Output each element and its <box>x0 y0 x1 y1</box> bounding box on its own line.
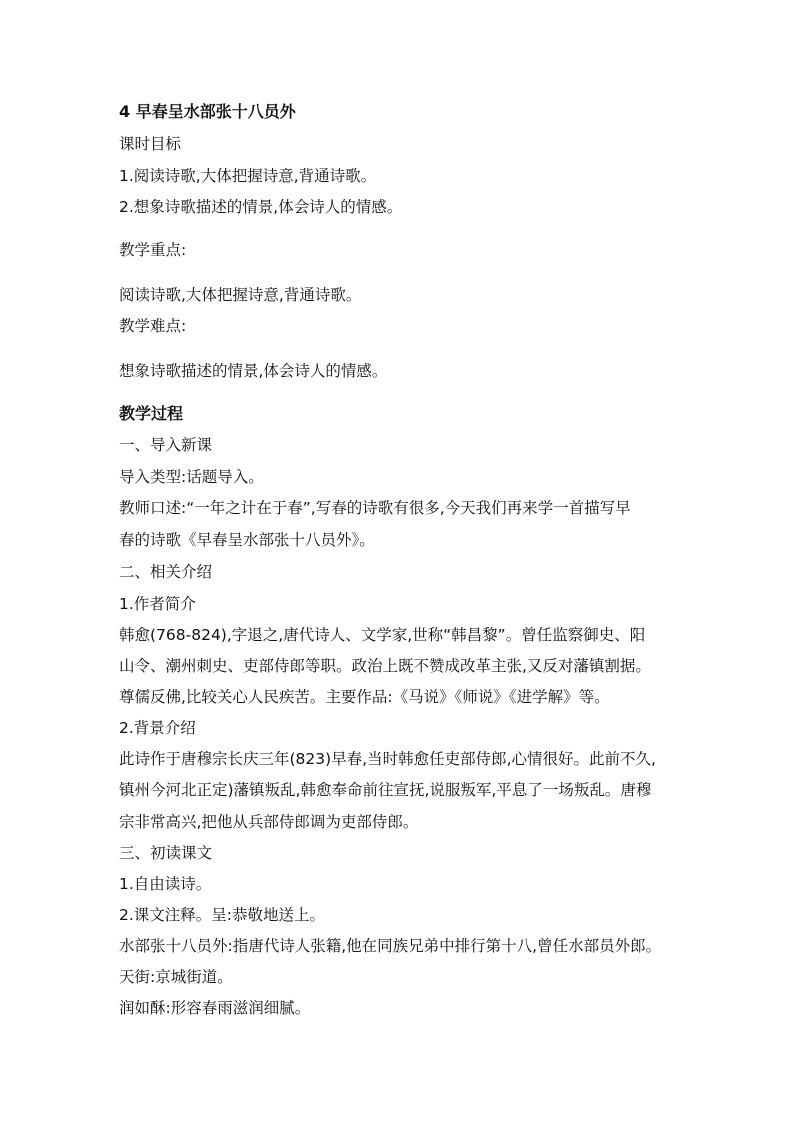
annotation-line-3: 润如酥:形容春雨滋润细腻。 <box>119 999 311 1017</box>
background-paragraph-line-1: 此诗作于唐穆宗长庆三年(823)早春,当时韩愈任吏部侍郎,心情很好。此前不久, <box>119 750 656 768</box>
annotation-line-1: 水部张十八员外:指唐代诗人张籍,他在同族兄弟中排行第十八,曾任水部员外郎。 <box>119 937 662 955</box>
intro-type: 导入类型:话题导入。 <box>119 468 264 486</box>
key-points-heading: 教学重点: <box>119 241 187 259</box>
author-paragraph-line-3: 尊儒反佛,比较关心人民疾苦。主要作品:《马说》《师说》《进学解》等。 <box>119 688 610 706</box>
key-points-text: 阅读诗歌,大体把握诗意,背通诗歌。 <box>119 286 362 304</box>
background-paragraph-line-3: 宗非常高兴,把他从兵部侍郎调为吏部侍郎。 <box>119 813 419 831</box>
author-subheading: 1.作者简介 <box>119 595 196 613</box>
section-heading-2: 二、相关介绍 <box>119 563 213 581</box>
annotation-line-2: 天街:京城街道。 <box>119 968 233 986</box>
section-heading-3: 三、初读课文 <box>119 844 213 862</box>
lesson-title: 4 早春呈水部张十八员外 <box>119 102 296 121</box>
process-heading: 教学过程 <box>119 404 184 423</box>
author-paragraph-line-1: 韩愈(768-824),字退之,唐代诗人、文学家,世称“韩昌黎”。曾任监察御史、阳 <box>119 626 646 644</box>
goals-heading: 课时目标 <box>119 135 182 153</box>
difficulty-heading: 教学难点: <box>119 317 187 335</box>
author-paragraph-line-2: 山令、潮州刺史、吏部侍郎等职。政治上既不赞成改革主张,又反对藩镇割据。 <box>119 657 651 675</box>
difficulty-text: 想象诗歌描述的情景,体会诗人的情感。 <box>119 362 388 380</box>
reading-step-2: 2.课文注释。呈:恭敬地送上。 <box>119 906 326 924</box>
teacher-paragraph-line-1: 教师口述:“一年之计在于春”,写春的诗歌有很多,今天我们再来学一首描写早 <box>119 499 631 517</box>
goal-item-1: 1.阅读诗歌,大体把握诗意,背通诗歌。 <box>119 167 377 185</box>
background-paragraph-line-2: 镇州今河北正定)藩镇叛乱,韩愈奉命前往宣抚,说服叛军,平息了一场叛乱。唐穆 <box>119 781 652 799</box>
goal-item-2: 2.想象诗歌描述的情景,体会诗人的情感。 <box>119 198 403 216</box>
teacher-paragraph-line-2: 春的诗歌《早春呈水部张十八员外》。 <box>119 531 375 549</box>
background-subheading: 2.背景介绍 <box>119 719 196 737</box>
reading-step-1: 1.自由读诗。 <box>119 875 212 893</box>
section-heading-1: 一、导入新课 <box>119 436 213 454</box>
